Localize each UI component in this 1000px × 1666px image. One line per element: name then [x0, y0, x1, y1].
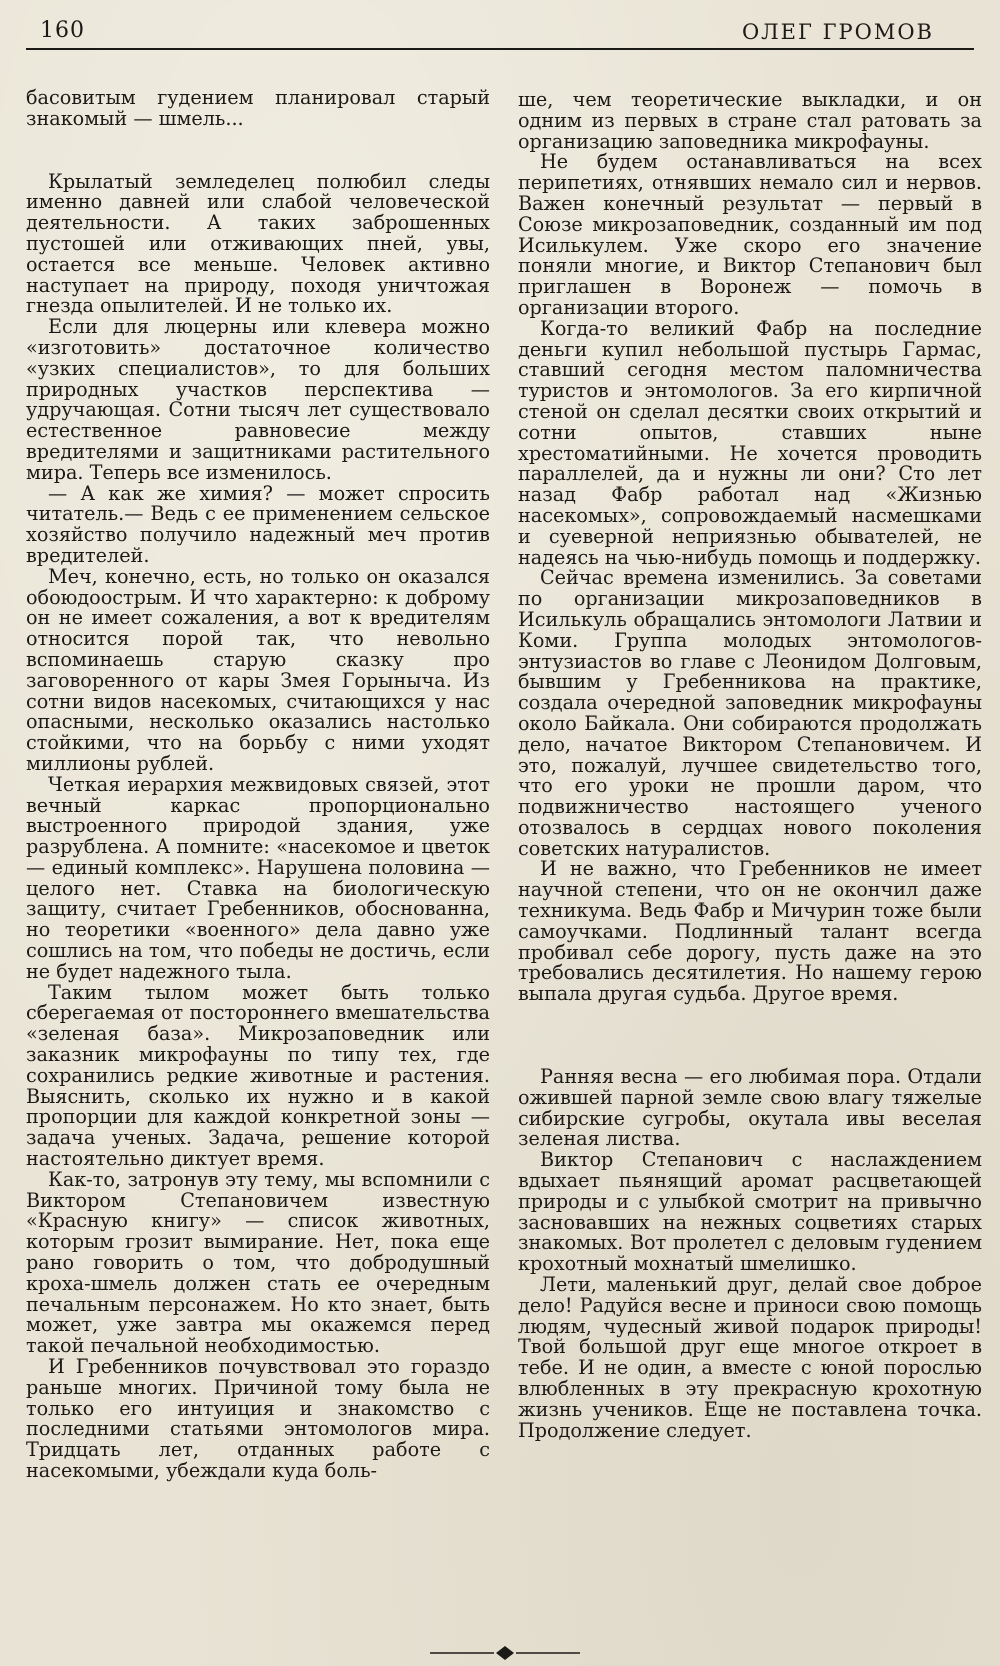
paragraph: Таким тылом может быть только сберегаемая от постороннего вмешательства «зеленая база». Микрозаповедник или заказник микрофауны по типу тех, где сохранились редкие животные и растения. Выяснить, сколько их нужно и в какой пропорции для каждой конкретной зоны — задача ученых. Задача, решение которой настоятельно диктует время.: [26, 980, 490, 1171]
page-number: 160: [40, 18, 85, 43]
section-break: [518, 1005, 982, 1067]
paragraph: Крылатый земледелец полюбил следы именно давней или слабой человеческой деятельности. А таких заброшенных пустошей или отживающих пней, увы, остается все меньше. Человек активно наступает на природу, походя уничтожая гнезда опылителей. И не только их.: [26, 169, 490, 318]
paragraph: Меч, конечно, есть, но только он оказался обоюдоострым. И что характерно: к доброму он не имеет сожаления, а вот к вредителям относится порой так, что невольно вспоминаешь старую сказку про заговоренного от кары Змея Горыныча. Из сотни видов насекомых, считающихся у нас опасными, несколько оказались настолько стойкими, что на борьбу с ними уходят миллионы рублей.: [26, 564, 490, 775]
left-column: [26, 88, 490, 1482]
paragraph: Ранняя весна — его любимая пора. Отдали ожившей парной земле свою влагу тяжелые сибирские сугробы, окутала ивы веселая зеленая листва.: [518, 1065, 982, 1151]
running-head-author: ОЛЕГ ГРОМОВ: [741, 20, 934, 44]
paragraph: — А как же химия? — может спросить читатель.— Ведь с ее применением сельское хозяйство получило надежный меч против вредителей.: [26, 481, 490, 567]
paragraph: Виктор Степанович с наслаждением вдыхает пьянящий аромат расцветающей природы и с улыбкой смотрит на привычно засновавших на нежных соцветиях старых знакомых. Вот пролетел с деловым гудением крохотный мохнатый шмелишко.: [518, 1148, 982, 1276]
right-column: [518, 90, 982, 1441]
header-rule: [26, 48, 974, 50]
paragraph: Не будем останавливаться на всех перипетиях, отнявших немало сил и нервов. Важен конечный результат — первый в Союзе микрозаповедник, созданный им под Исилькулем. Уже скоро его значение поняли многие, и Виктор Степанович был приглашен в Воронеж — помочь в организации второго.: [518, 150, 982, 319]
paragraph: Лети, маленький друг, делай свое доброе дело! Радуйся весне и приноси свою помощь людям, чудесный живой подарок природы! Твой большой друг еще многое откроет в тебе. И не один, а вместе с юной порослью влюбленных в эту прекрасную крохотную жизнь учеников. Еще не поставлена точка. Продолжение следует.: [518, 1273, 982, 1442]
paragraph: Как-то, затронув эту тему, мы вспомнили с Виктором Степановичем известную «Красную книгу» — список животных, которым грозит вымирание. Нет, пока еще рано говорить о том, что добродушный кроха-шмель должен стать ее очередным печальным персонажем. Но кто знает, быть может, уже завтра мы окажемся перед такой печальной необходимостью.: [26, 1167, 490, 1358]
diamond-rule-icon: [430, 1645, 580, 1661]
paragraph: басовитым гудением планировал старый знакомый — шмель...: [26, 86, 490, 130]
paragraph: Четкая иерархия межвидовых связей, этот вечный каркас пропорционально выстроенного природой здания, уже разрублена. А помните: «насекомое и цветок — единый комплекс». Нарушена половина — целого нет. Ставка на биологическую защиту, считает Гребенников, обоснованна, но теоретики «военного» дела давно уже сошлись на том, что победы не достичь, если не будет надежного тыла.: [26, 772, 490, 983]
page-header: [26, 18, 974, 52]
paragraph: И Гребенников почувствовал это гораздо раньше многих. Причиной тому была не только его интуиция и знакомство с последними статьями энтомологов мира. Тридцать лет, отданных работе с насекомыми, убеждали куда боль-: [26, 1355, 490, 1482]
paragraph: Когда-то великий Фабр на последние деньги купил небольшой пустырь Гармас, ставший сегодня местом паломничества туристов и энтомологов. За его кирпичной стеной он сделал десятки своих открытий и сотни опытов, ставших ныне хрестоматийными. Не хочется проводить параллелей, да и нужны ли они? Сто лет назад Фабр работал над «Жизнью насекомых», сопровождаемый насмешками и суеверной неприязнью обывателей, не надеясь на чью-нибудь помощь и поддержку.: [518, 316, 982, 569]
section-break: [26, 130, 490, 172]
paragraph: Сейчас времена изменились. За советами по организации микрозаповедников в Исилькуль обращались энтомологи Латвии и Коми. Группа молодых энтомологов-энтузиастов во главе с Леонидом Долговым, бывшим у Гребенникова на практике, создала очередной заповедник микрофауны около Байкала. Они собираются продолжать дело, начатое Виктором Степановичем. И это, пожалуй, лучшее свидетельство того, что его уроки не прошли даром, что подвижничество настоящего ученого отозвалось в сердцах нового поколения советских натуралистов.: [518, 566, 982, 860]
paragraph: И не важно, что Гребенников не имеет научной степени, что он не окончил даже техникума. Ведь Фабр и Мичурин тоже были самоучками. Подлинный талант всегда пробивал себе дорогу, пусть даже на это требовались десятилетия. Но нашему герою выпала другая судьба. Другое время.: [518, 857, 982, 1006]
paragraph: Если для люцерны или клевера можно «изготовить» достаточное количество «узких специалистов», то для больших природных участков перспектива — удручающая. Сотни тысяч лет существовало естественное равновесие между вредителями и защитниками растительного мира. Теперь все изменилось.: [26, 315, 490, 484]
paragraph: ше, чем теоретические выкладки, и он одним из первых в стране стал ратовать за организацию заповедника микрофауны.: [518, 88, 982, 153]
